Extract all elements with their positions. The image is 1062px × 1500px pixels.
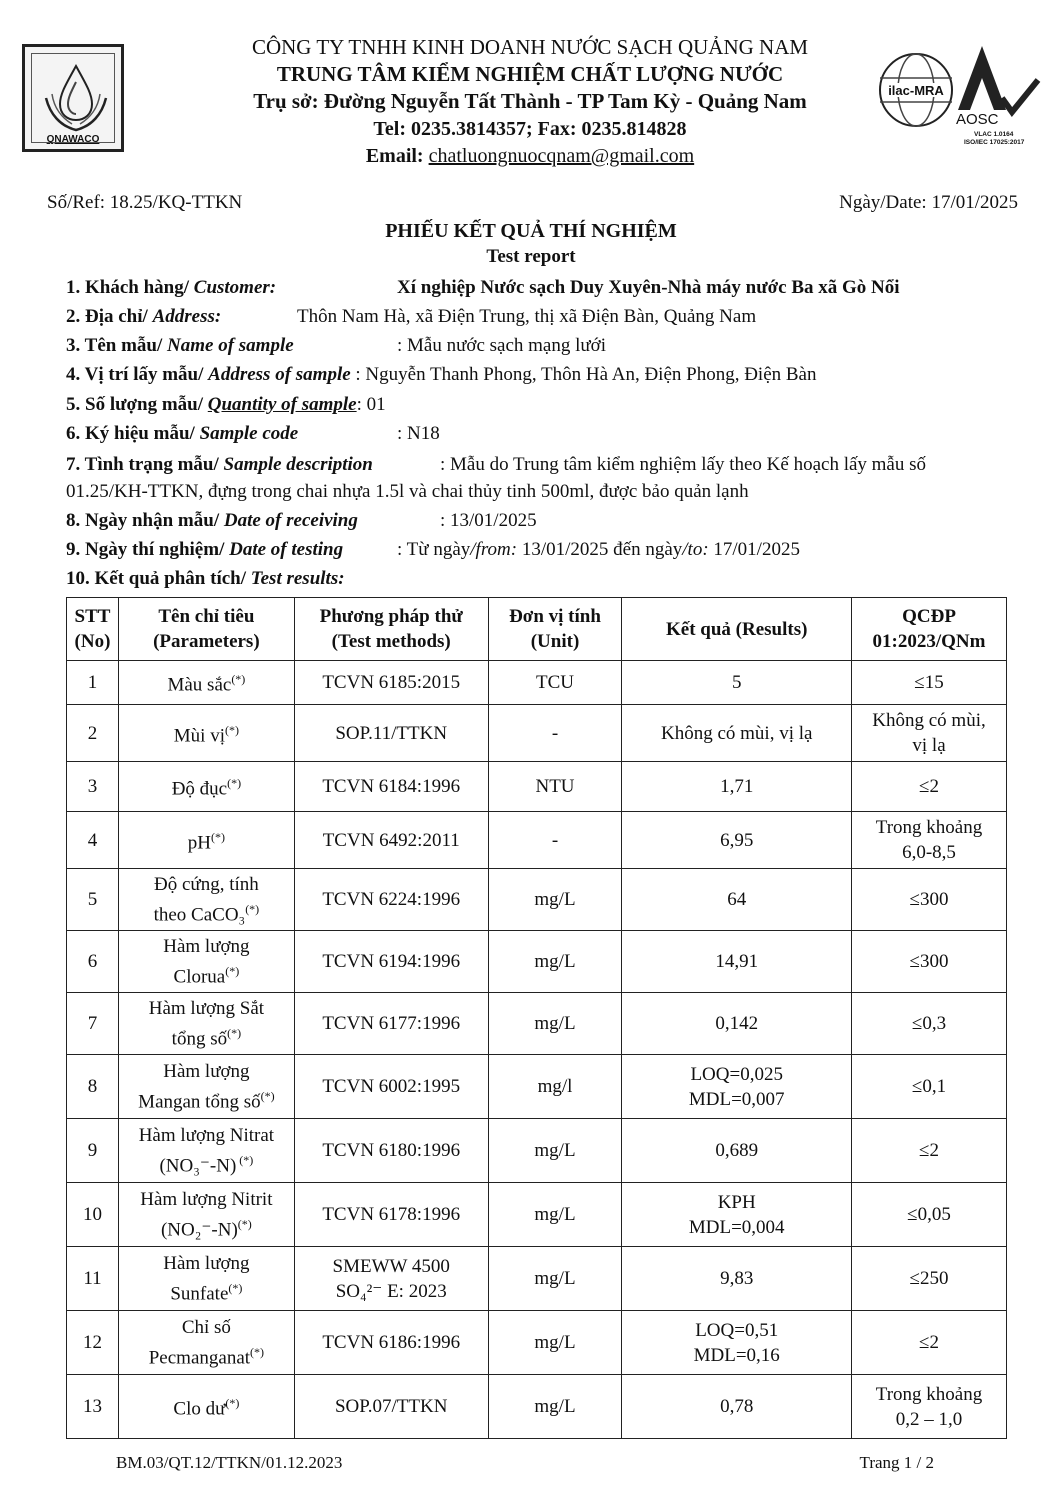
header-no: STT (No)	[67, 598, 119, 661]
company-phone: Tel: 0235.3814357; Fax: 0235.814828	[373, 118, 687, 140]
header-param: Tên chỉ tiêu (Parameters)	[118, 598, 294, 661]
cell-no: 7	[67, 993, 119, 1055]
ref-number: Số/Ref: 18.25/KQ-TTKN	[47, 192, 243, 213]
ilac-label: ilac-MRA	[888, 83, 944, 98]
cell-no: 11	[67, 1247, 119, 1311]
testing-from: : Từ ngày	[397, 539, 471, 560]
testing-date-row	[66, 537, 800, 563]
cell-unit: mg/L	[488, 1375, 622, 1439]
cell-result: LOQ=0,51 MDL=0,16	[622, 1311, 852, 1375]
cell-no: 2	[67, 705, 119, 762]
customer-label-en: Customer:	[193, 277, 277, 298]
header-result: Kết quả (Results)	[622, 598, 852, 661]
table-row	[67, 1183, 1007, 1247]
customer-row	[66, 275, 900, 301]
cell-param: Độ đục(*)	[118, 762, 294, 812]
cell-unit: mg/l	[488, 1055, 622, 1119]
company-address: Trụ sở: Đường Nguyễn Tất Thành - TP Tam Kỳ - Quảng Nam	[253, 89, 807, 113]
quantity-label: 5. Số lượng mẫu/	[66, 394, 208, 415]
accreditation-mark: (*)	[236, 1152, 254, 1167]
logo-brand-text: QNAWACO	[46, 134, 100, 145]
table-header-row	[67, 598, 1007, 661]
sample-name-label: 3. Tên mẫu/	[66, 335, 168, 356]
accreditation-mark: (*)	[260, 1088, 275, 1103]
cell-std: ≤250	[852, 1247, 1007, 1311]
cell-method: SOP.11/TTKN	[294, 705, 488, 762]
results-table	[66, 597, 1007, 1439]
cell-std: ≤300	[852, 869, 1007, 931]
sample-location-label-en: Address of sample	[208, 364, 351, 385]
company-email-line	[140, 143, 920, 169]
aosc-label: AOSC	[956, 111, 999, 128]
cell-unit: -	[488, 812, 622, 869]
sample-code-value: : N18	[397, 423, 440, 444]
company-logo	[22, 44, 124, 152]
report-subtitle: Test report	[486, 246, 576, 267]
cell-unit: mg/L	[488, 1119, 622, 1183]
accreditation-mark: (*)	[211, 829, 225, 844]
report-title: PHIẾU KẾT QUẢ THÍ NGHIỆM	[385, 220, 677, 242]
sample-name-row	[66, 333, 607, 359]
cell-std: ≤15	[852, 661, 1007, 705]
accreditation-mark: (*)	[225, 1396, 240, 1411]
cell-result: Không có mùi, vị lạ	[622, 705, 852, 762]
cell-std: ≤0,3	[852, 993, 1007, 1055]
form-code: BM.03/QT.12/TTKN/01.12.2023	[116, 1453, 343, 1472]
cell-no: 1	[67, 661, 119, 705]
company-name: CÔNG TY TNHH KINH DOANH NƯỚC SẠCH QUẢNG NAM	[251, 35, 809, 59]
accreditation-mark: (*)	[245, 901, 260, 916]
table-row	[67, 993, 1007, 1055]
cell-method: TCVN 6180:1996	[294, 1119, 488, 1183]
cell-unit: mg/L	[488, 1183, 622, 1247]
table-row	[67, 661, 1007, 705]
vilas-label: VLAC 1.0164	[974, 131, 1014, 138]
cell-method: TCVN 6177:1996	[294, 993, 488, 1055]
address-row	[66, 304, 757, 330]
cell-no: 6	[67, 931, 119, 993]
cell-result: 1,71	[622, 762, 852, 812]
aosc-mark-icon	[952, 40, 1044, 150]
cell-unit: TCU	[488, 661, 622, 705]
cell-method: TCVN 6185:2015	[294, 661, 488, 705]
table-row	[67, 931, 1007, 993]
testing-to-date: 17/01/2025	[708, 539, 800, 560]
cell-result: LOQ=0,025 MDL=0,007	[622, 1055, 852, 1119]
cell-param: Độ cứng, tính theo CaCO₃(*)	[118, 869, 294, 931]
cell-method: TCVN 6492:2011	[294, 812, 488, 869]
cell-no: 9	[67, 1119, 119, 1183]
iso-label: ISO/IEC 17025:2017	[964, 139, 1025, 146]
quantity-value: : 01	[356, 394, 386, 415]
cell-method: TCVN 6186:1996	[294, 1311, 488, 1375]
cell-unit: mg/L	[488, 1247, 622, 1311]
sample-code-label-en: Sample code	[199, 423, 299, 444]
testing-label-en: Date of testing	[229, 539, 344, 560]
cell-method: TCVN 6194:1996	[294, 931, 488, 993]
receive-label-en: Date of receiving	[223, 510, 358, 531]
accreditation-mark: (*)	[228, 1280, 243, 1295]
cell-std: Không có mùi, vị lạ	[852, 705, 1007, 762]
header-std: QCĐP 01:2023/QNm	[852, 598, 1007, 661]
cell-unit: mg/L	[488, 869, 622, 931]
cell-param: Hàm lượng Sunfate(*)	[118, 1247, 294, 1311]
cell-no: 5	[67, 869, 119, 931]
cell-method: TCVN 6002:1995	[294, 1055, 488, 1119]
sample-location-label: 4. Vị trí lấy mẫu/	[66, 364, 209, 385]
accreditation-mark: (*)	[227, 1025, 242, 1040]
cell-no: 4	[67, 812, 119, 869]
address-label: 2. Địa chỉ/	[66, 306, 153, 327]
cell-param: Mùi vị(*)	[118, 705, 294, 762]
cell-no: 12	[67, 1311, 119, 1375]
sample-code-row	[66, 421, 440, 447]
cell-std: ≤0,05	[852, 1183, 1007, 1247]
table-row	[67, 762, 1007, 812]
table-row	[67, 1119, 1007, 1183]
cell-no: 13	[67, 1375, 119, 1439]
cell-method: SMEWW 4500 SO₄²⁻ E: 2023	[294, 1247, 488, 1311]
cell-param: Hàm lượng Mangan tổng số(*)	[118, 1055, 294, 1119]
accreditation-mark: (*)	[237, 1216, 252, 1231]
sample-name-value: : Mẫu nước sạch mạng lưới	[397, 335, 607, 356]
cell-unit: -	[488, 705, 622, 762]
page-number: Trang 1 / 2	[859, 1453, 934, 1472]
cell-result: 5	[622, 661, 852, 705]
accreditation-mark: (*)	[227, 776, 242, 791]
email-link[interactable]: chatluongnuocqnam@gmail.com	[428, 145, 695, 167]
cell-result: KPH MDL=0,004	[622, 1183, 852, 1247]
cell-result: 0,142	[622, 993, 852, 1055]
testing-from-en: /from:	[470, 539, 518, 560]
cell-result: 9,83	[622, 1247, 852, 1311]
receive-value: : 13/01/2025	[440, 510, 537, 531]
cell-std: Trong khoảng 6,0-8,5	[852, 812, 1007, 869]
cell-std: ≤2	[852, 1311, 1007, 1375]
accreditation-mark: (*)	[250, 1344, 265, 1359]
cell-unit: mg/L	[488, 993, 622, 1055]
cell-method: TCVN 6178:1996	[294, 1183, 488, 1247]
accreditation-mark: (*)	[224, 722, 239, 737]
cell-param: Màu sắc(*)	[118, 661, 294, 705]
header-method: Phương pháp thử (Test methods)	[294, 598, 488, 661]
ilac-globe-icon	[876, 50, 956, 130]
address-value: Thôn Nam Hà, xã Điện Trung, thị xã Điện Bàn, Quảng Nam	[297, 306, 757, 327]
customer-label: 1. Khách hàng/	[66, 277, 194, 298]
cell-result: 64	[622, 869, 852, 931]
receive-date-row	[66, 508, 537, 534]
table-row	[67, 1311, 1007, 1375]
address-label-en: Address:	[152, 306, 222, 327]
cell-std: Trong khoảng 0,2 – 1,0	[852, 1375, 1007, 1439]
table-row	[67, 705, 1007, 762]
cell-no: 10	[67, 1183, 119, 1247]
table-row	[67, 812, 1007, 869]
cell-no: 8	[67, 1055, 119, 1119]
cell-result: 6,95	[622, 812, 852, 869]
cell-result: 0,689	[622, 1119, 852, 1183]
report-date: Ngày/Date: 17/01/2025	[839, 192, 1018, 213]
sample-desc-label-en: Sample description	[223, 454, 373, 475]
cell-param: pH(*)	[118, 812, 294, 869]
cell-unit: mg/L	[488, 1311, 622, 1375]
testing-value	[397, 537, 800, 563]
testing-label: 9. Ngày thí nghiệm/	[66, 539, 230, 560]
testing-to-en: /to:	[682, 539, 709, 560]
cell-method: TCVN 6224:1996	[294, 869, 488, 931]
cell-std: ≤300	[852, 931, 1007, 993]
table-row	[67, 1375, 1007, 1439]
sample-desc-label: 7. Tình trạng mẫu/	[66, 454, 224, 475]
table-row	[67, 1055, 1007, 1119]
center-name: TRUNG TÂM KIỂM NGHIỆM CHẤT LƯỢNG NƯỚC	[276, 62, 784, 86]
sample-location-row	[66, 362, 816, 388]
accreditation-mark: (*)	[231, 672, 246, 687]
cell-param: Hàm lượng Clorua(*)	[118, 931, 294, 993]
cell-no: 3	[67, 762, 119, 812]
sample-name-label-en: Name of sample	[167, 335, 294, 356]
cell-std: ≤2	[852, 1119, 1007, 1183]
sample-desc-row	[66, 452, 927, 478]
cell-param: Clo dư(*)	[118, 1375, 294, 1439]
aosc-logo	[952, 40, 1044, 150]
header-unit: Đơn vị tính (Unit)	[488, 598, 622, 661]
results-label: 10. Kết quả phân tích/	[66, 568, 251, 589]
cell-result: 0,78	[622, 1375, 852, 1439]
ilac-mra-logo	[876, 50, 956, 130]
table-row	[67, 869, 1007, 931]
results-row	[66, 566, 345, 592]
sample-code-label: 6. Ký hiệu mẫu/	[66, 423, 200, 444]
results-label-en: Test results:	[250, 568, 345, 589]
cell-method: TCVN 6184:1996	[294, 762, 488, 812]
cell-std: ≤0,1	[852, 1055, 1007, 1119]
sample-desc-value: : Mẫu do Trung tâm kiểm nghiệm lấy theo Kế hoạch lấy mẫu số	[440, 454, 927, 475]
email-label: Email:	[365, 145, 429, 167]
quantity-label-en: Quantity of sample	[207, 394, 357, 415]
cell-method: SOP.07/TTKN	[294, 1375, 488, 1439]
table-row	[67, 1247, 1007, 1311]
quantity-row	[66, 392, 386, 418]
customer-value: Xí nghiệp Nước sạch Duy Xuyên-Nhà máy nước Ba xã Gò Nổi	[397, 277, 900, 298]
logo-frame	[31, 53, 115, 143]
cell-param: Hàm lượng Nitrit (NO₂⁻-N)(*)	[118, 1183, 294, 1247]
cell-param: Hàm lượng Nitrat (NO₃⁻-N) (*)	[118, 1119, 294, 1183]
cell-unit: mg/L	[488, 931, 622, 993]
sample-location-value: : Nguyễn Thanh Phong, Thôn Hà An, Điện Phong, Điện Bàn	[355, 364, 817, 385]
accreditation-mark: (*)	[225, 963, 240, 978]
cell-result: 14,91	[622, 931, 852, 993]
receive-label: 8. Ngày nhận mẫu/	[66, 510, 224, 531]
cell-param: Chỉ số Pecmanganat(*)	[118, 1311, 294, 1375]
cell-std: ≤2	[852, 762, 1007, 812]
cell-param: Hàm lượng Sắt tổng số(*)	[118, 993, 294, 1055]
testing-from-date: 13/01/2025 đến ngày	[517, 539, 683, 560]
cell-unit: NTU	[488, 762, 622, 812]
sample-desc-continued: 01.25/KH-TTKN, đựng trong chai nhựa 1.5l và chai thủy tinh 500ml, được bảo quản lạnh	[66, 481, 749, 502]
